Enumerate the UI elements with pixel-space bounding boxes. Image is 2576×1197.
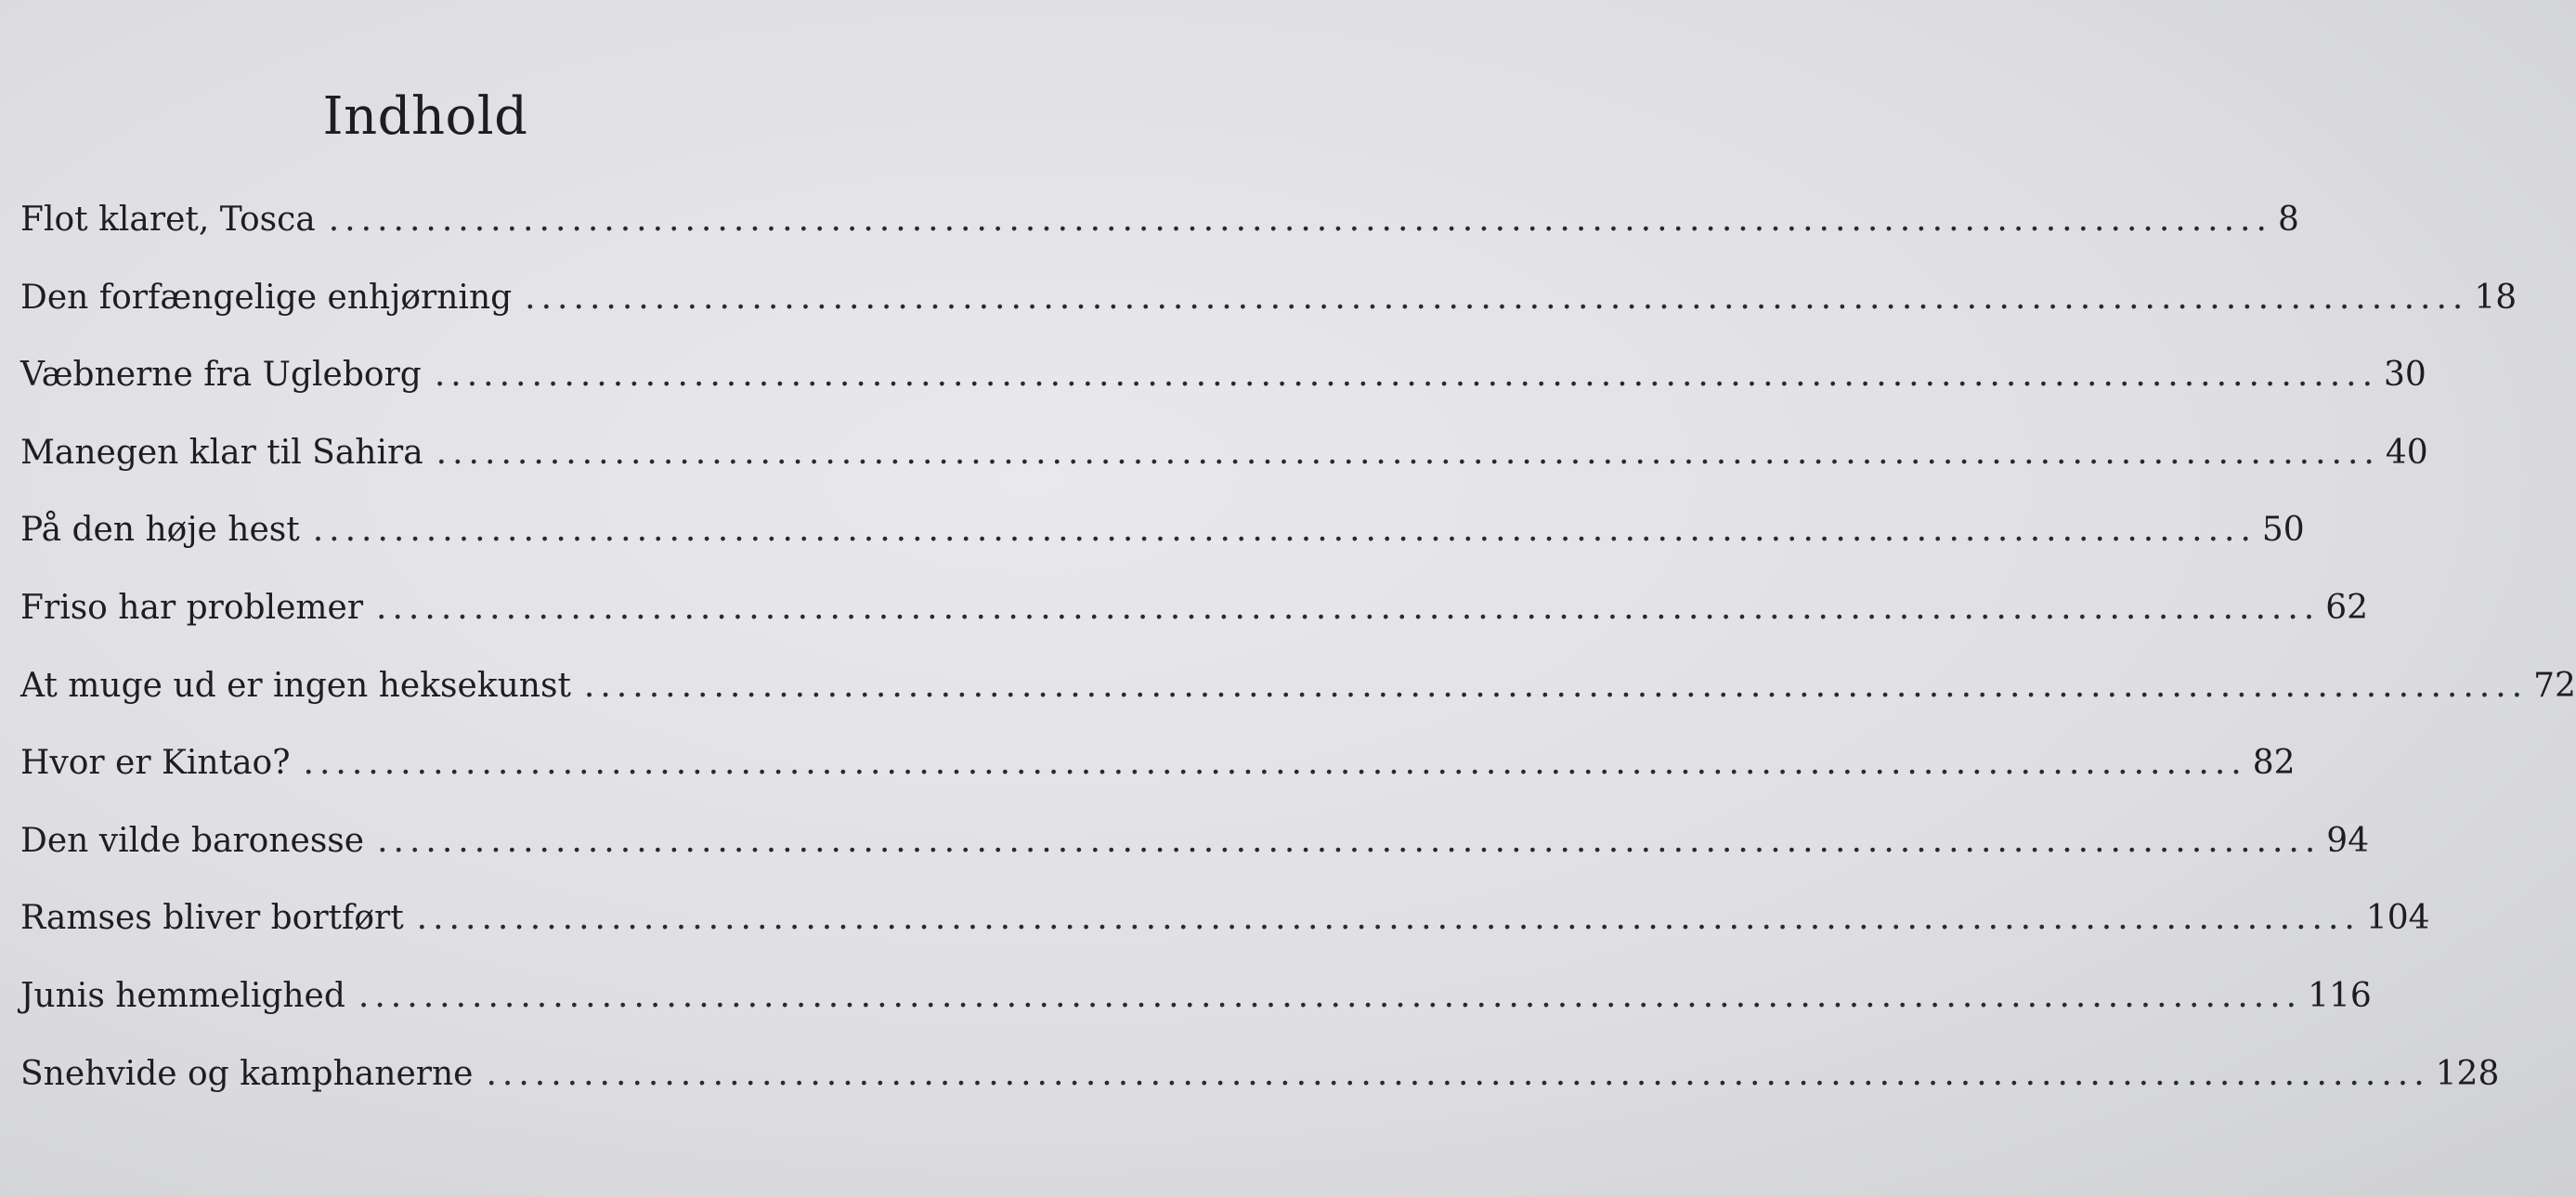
toc-entry-page: 62 bbox=[2325, 588, 2369, 627]
toc-entry bbox=[20, 510, 2305, 588]
dot-leader: ........................................................................................................................ bbox=[376, 588, 2321, 627]
toc-entry-page: 18 bbox=[2474, 278, 2517, 317]
toc-entry-title: Snehvide og kamphanerne bbox=[20, 1054, 474, 1093]
dot-leader: ........................................................................................................................ bbox=[525, 278, 2469, 317]
toc-entry bbox=[20, 1054, 2500, 1132]
toc-entry bbox=[20, 976, 2372, 1054]
dot-leader: ........................................................................................................................ bbox=[434, 356, 2379, 395]
toc-entry bbox=[20, 743, 2296, 821]
toc-entry-title: Ramses bliver bortført bbox=[20, 899, 404, 938]
toc-entry-title: Manegen klar til Sahira bbox=[20, 433, 423, 472]
toc-entry-page: 82 bbox=[2252, 744, 2296, 783]
toc-entry-title: Den forfængelige enhjørning bbox=[20, 278, 513, 317]
toc-entry-title: Væbnerne fra Ugleborg bbox=[20, 356, 422, 395]
toc-entry-title: At muge ud er ingen heksekunst bbox=[20, 666, 571, 705]
toc-entry-page: 40 bbox=[2385, 433, 2428, 472]
toc-entry-title: På den høje hest bbox=[20, 511, 300, 550]
dot-leader: ........................................................................................................................ bbox=[436, 433, 2380, 472]
toc-entry bbox=[20, 355, 2426, 433]
toc-entry-page: 94 bbox=[2326, 821, 2370, 860]
toc-entry bbox=[20, 278, 2517, 356]
dot-leader: ........................................................................................................................ bbox=[312, 511, 2257, 550]
dot-leader: ........................................................................................................................ bbox=[486, 1054, 2430, 1093]
toc-entry bbox=[20, 821, 2370, 899]
toc-entry bbox=[20, 898, 2430, 976]
toc-entry bbox=[20, 588, 2369, 666]
toc-entry-title: Hvor er Kintao? bbox=[20, 744, 291, 783]
toc-entry-page: 72 bbox=[2533, 666, 2576, 705]
toc-entry-page: 104 bbox=[2365, 899, 2430, 938]
toc-entry bbox=[20, 666, 2576, 744]
table-of-contents bbox=[20, 200, 2576, 1131]
page-title: Indhold bbox=[322, 86, 528, 147]
toc-entry-page: 116 bbox=[2308, 976, 2372, 1015]
dot-leader: ........................................................................................................................ bbox=[328, 201, 2272, 239]
dot-leader: ........................................................................................................................ bbox=[358, 976, 2303, 1015]
dot-leader: ........................................................................................................................ bbox=[583, 666, 2529, 705]
toc-entry-title: Flot klaret, Tosca bbox=[20, 201, 316, 239]
toc-entry-title: Junis hemmelighed bbox=[20, 976, 345, 1015]
toc-entry-title: Den vilde baronesse bbox=[20, 821, 365, 860]
toc-entry-page: 50 bbox=[2261, 511, 2305, 550]
toc-entry-page: 30 bbox=[2384, 356, 2426, 395]
toc-entry bbox=[20, 433, 2428, 511]
dot-leader: ........................................................................................................................ bbox=[416, 899, 2361, 938]
toc-entry-title: Friso har problemer bbox=[20, 588, 364, 627]
dot-leader: ........................................................................................................................ bbox=[377, 821, 2322, 860]
toc-entry bbox=[20, 200, 2299, 278]
toc-entry-page: 128 bbox=[2435, 1054, 2500, 1093]
toc-entry-page: 8 bbox=[2277, 201, 2299, 239]
dot-leader: ........................................................................................................................ bbox=[303, 744, 2247, 783]
